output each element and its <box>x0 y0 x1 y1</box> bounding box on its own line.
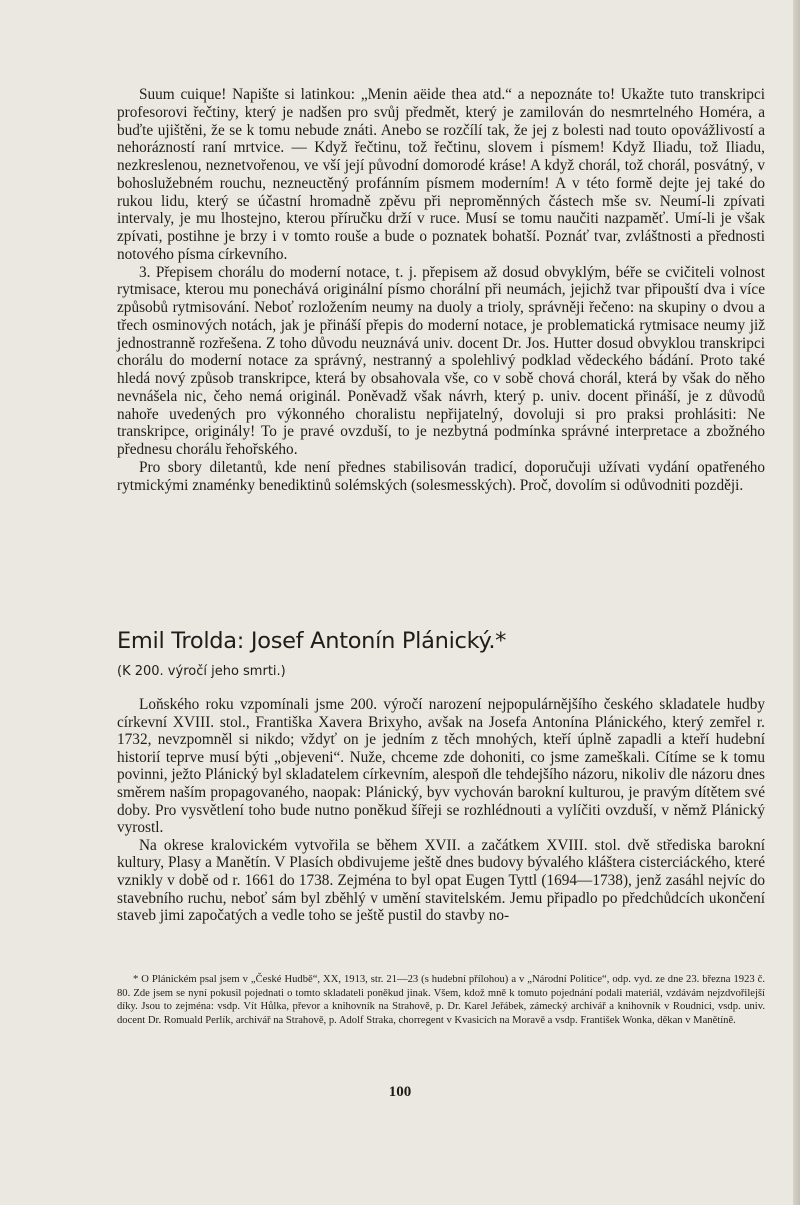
page-edge-shadow <box>793 0 800 1205</box>
paragraph: Suum cuique! Napište si latinkou: „Menin aëide thea atd.“ a nepoznáte to! Ukažte tuto transkripci profesorovi řečtiny, který je nadšen pro svůj předmět, který je zamilován do nesmrtelného Homéra, a buďte ujištěni, že se k tomu nebude znáti. Anebo se rozčílí tak, že jej z bolesti nad touto opovážlivostí a nehorázností raní mrtvice. — Když řečtinu, tož řečtinu, slovem i písmem! Když Iliadu, tož Iliadu, nezkreslenou, neznetvořenou, ve vší její původní domorodé kráse! A když chorál, tož chorál, posvátný, v bohoslužebném rouchu, nezneuctěný profánním písmem moderním! A v této formě dejte jej také do rukou lidu, který se účastní hromadně zpěvu při neproměnných částech mše sv. Neumí-li zpívati intervaly, je mu lhostejno, kterou příručku drží v ruce. Musí se tomu naučiti nazpaměť. Umí-li je však zpívati, postihne je brzy i v tomto rouše a bude o poznatek bohatší. Poznáť tvar, zvláštnosti a přednosti notového písma církevního. <box>117 86 765 263</box>
page-number: 100 <box>388 1084 412 1100</box>
section-text-planicky <box>117 696 765 925</box>
footnote: * O Plánickém psal jsem v „České Hudbě“, XX, 1913, str. 21—23 (s hudební přílohou) a v „Národní Politice“, odp. vyd. ze dne 23. března 1923 č. 80. Zde jsem se nyní pokusil pojednati o tomto skladateli poněkud jinak. Všem, kdož mně k tomuto pojednání podali materiál, vzdávám nejzdvořilejší díky. Jsou to zejména: vsdp. Vít Hůlka, převor a knihovník na Strahově, p. Dr. Karel Jeřábek, zámecký archivář a knihovník v Roudnici, vsdp. univ. docent Dr. Romuald Perlík, archivář na Strahově, p. Adolf Straka, chorregent v Kvasicích na Moravě a vsdp. František Wonka, děkan v Manětíně. <box>117 974 765 1027</box>
article-heading: Emil Trolda: Josef Antonín Plánický.* <box>117 628 507 654</box>
paragraph: Loňského roku vzpomínali jsme 200. výročí narození nejpopulárnějšího českého skladatele hudby církevní XVIII. stol., Františka Xavera Brixyho, avšak na Josefa Antonína Plánického, který zemřel r. 1732, nevzpomněl si nikdo; vždyť on je jedním z těch mnohých, kteří úplně zapadli a kteří hudební historií teprve musí býti „objeveni“. Nuže, chceme zde dohoniti, co jsme zameškali. Cítíme se k tomu povinni, ježto Plánický byl skladatelem církevním, alespoň dle tehdejšího názoru, nikoliv dle názoru dnes směrem naším propagovaného, naopak: Plánický, byv vychován barokní kulturou, je pravým dítětem své doby. Pro vysvětlení toho bude nutno poněkud šířeji se rozhlédnouti a vylíčiti ovzduší, v němž Plánický vyrostl. <box>117 696 765 837</box>
paragraph: Na okrese kralovickém vytvořila se během XVII. a začátkem XVIII. stol. dvě střediska barokní kultury, Plasy a Manětín. V Plasích obdivujeme ještě dnes budovy bývalého kláštera cisterciáckého, které vznikly v době od r. 1661 do 1738. Zejména to byl opat Eugen Tyttl (1694—1738), jenž zasáhl nejvíc do stavebního ruchu, neboť sám byl zběhlý v umění stavitelském. Jemu připadlo po předchůdcích ukončení staveb jimi započatých a vedle toho se ještě pustil do stavby no- <box>117 836 765 925</box>
paragraph: 3. Přepisem chorálu do moderní notace, t. j. přepisem až dosud obvyklým, béře se cvičiteli volnost rytmisace, kterou mu ponechává originální písmo chorální při neumách, jejichž tvar připouští dva i více způsobů rytmisování. Neboť rozložením neumy na duoly a trioly, správněji řečeno: na skupiny o dvou a třech osminových notách, jak je přináší přepis do moderní notace, je problematická rytmisace neumy již jednostranně rozřešena. Z toho důvodu neuznává univ. docent Dr. Jos. Hutter dosud obvyklou transkripci chorálu do moderní notace za správný, nestranný a spolehlivý podklad vědeckého bádání. Proto také hledá nový způsob transkripce, která by obsahovala vše, co v sobě chová chorál, která by však do něho nevnášela nic, čeho nemá originál. Poněvadž však návrh, který p. univ. docent přináší, je z důvodů nahoře uvedených pro výkonného choralistu nepřijatelný, dovoluji si pro praksi prohlásiti: Ne transkripce, originály! To je pravé ovzduší, to je nezbytná podmínka správné interpretace a zbožného přednesu chorálu řehořského. <box>117 263 765 458</box>
section-text-transcription <box>117 86 765 494</box>
paragraph: Pro sbory diletantů, kde není přednes stabilisován tradicí, doporučuji užívati vydání opatřeného rytmickými znaménky benediktinů solémských (solesmesských). Proč, dovolím si odůvodniti později. <box>117 458 765 494</box>
article-subheading: (K 200. výročí jeho smrti.) <box>117 664 286 679</box>
